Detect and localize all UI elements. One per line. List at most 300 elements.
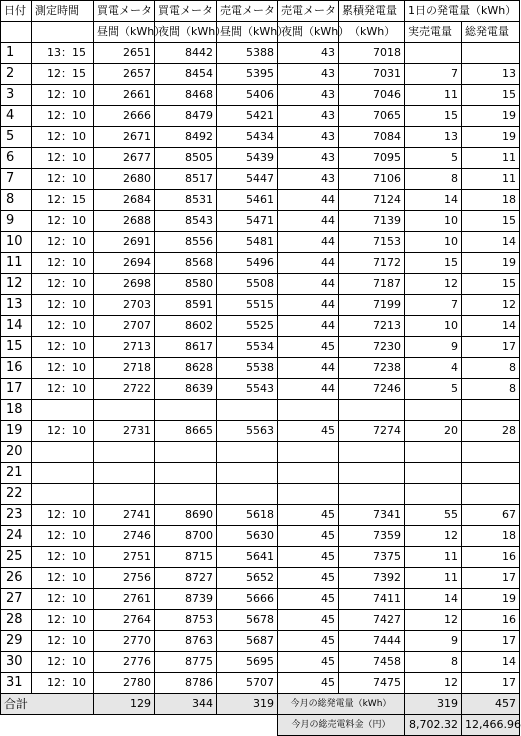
cell-buy-night (155, 442, 217, 463)
cell-sell-day: 5652 (217, 568, 278, 589)
totals-sell-day: 319 (217, 694, 278, 715)
table-row (1, 631, 520, 652)
header-sell-meter-day: 売電メータ (217, 1, 278, 22)
cell-cumulative (339, 400, 405, 421)
table-row (1, 274, 520, 295)
cell-time: 12：15 (32, 190, 94, 211)
cell-sold: 9 (405, 631, 462, 652)
header-sell-day-unit: 昼間（kWh） (217, 22, 278, 43)
cell-total: 67 (462, 505, 520, 526)
cell-sell-day: 5695 (217, 652, 278, 673)
cell-time: 12：10 (32, 148, 94, 169)
cell-time: 12：10 (32, 337, 94, 358)
table-row (1, 169, 520, 190)
header-buy-meter-day: 買電メータ (94, 1, 155, 22)
cell-cumulative: 7411 (339, 589, 405, 610)
cell-sold: 9 (405, 337, 462, 358)
cell-total: 13 (462, 64, 520, 85)
table-row (1, 400, 520, 421)
table-body (1, 1, 520, 736)
cell-total: 18 (462, 526, 520, 547)
cell-day: 19 (1, 421, 32, 442)
cell-buy-day: 2691 (94, 232, 155, 253)
totals-sold: 319 (405, 694, 462, 715)
cell-sell-night: 45 (278, 589, 339, 610)
cell-buy-night: 8517 (155, 169, 217, 190)
cell-cumulative: 7106 (339, 169, 405, 190)
table-row (1, 232, 520, 253)
cell-buy-night: 8505 (155, 148, 217, 169)
cell-sell-night: 44 (278, 316, 339, 337)
cell-sold: 12 (405, 274, 462, 295)
cell-sell-night: 44 (278, 190, 339, 211)
cell-day: 11 (1, 253, 32, 274)
cell-sold: 10 (405, 316, 462, 337)
totals-buy-night: 344 (155, 694, 217, 715)
cell-time: 12：10 (32, 631, 94, 652)
fee-label: 今月の総売電料金（円） (278, 715, 405, 736)
cell-sell-night: 44 (278, 253, 339, 274)
cell-day: 15 (1, 337, 32, 358)
cell-sell-day: 5395 (217, 64, 278, 85)
cell-day: 23 (1, 505, 32, 526)
cell-total: 18 (462, 190, 520, 211)
cell-sell-day: 5515 (217, 295, 278, 316)
totals-buy-day: 129 (94, 694, 155, 715)
cell-sell-night: 44 (278, 274, 339, 295)
cell-sold (405, 43, 462, 64)
cell-cumulative: 7238 (339, 358, 405, 379)
cell-total (462, 463, 520, 484)
cell-total: 19 (462, 106, 520, 127)
cell-sold: 15 (405, 253, 462, 274)
cell-buy-night: 8628 (155, 358, 217, 379)
cell-cumulative: 7095 (339, 148, 405, 169)
cell-sold: 14 (405, 589, 462, 610)
cell-day: 3 (1, 85, 32, 106)
cell-time: 12：10 (32, 253, 94, 274)
cell-buy-night: 8727 (155, 568, 217, 589)
cell-cumulative: 7153 (339, 232, 405, 253)
cell-buy-night: 8665 (155, 421, 217, 442)
cell-time: 12：10 (32, 547, 94, 568)
cell-sell-night: 44 (278, 379, 339, 400)
cell-sold: 12 (405, 526, 462, 547)
cell-day: 8 (1, 190, 32, 211)
cell-cumulative: 7018 (339, 43, 405, 64)
cell-cumulative (339, 463, 405, 484)
cell-sold: 11 (405, 85, 462, 106)
cell-sell-day: 5439 (217, 148, 278, 169)
cell-buy-night: 8639 (155, 379, 217, 400)
totals-label: 合計 (1, 694, 94, 715)
cell-sold: 7 (405, 64, 462, 85)
fee-total: 12,466.96 (462, 715, 520, 736)
cell-sell-day: 5707 (217, 673, 278, 694)
cell-sell-day (217, 484, 278, 505)
cell-buy-night: 8786 (155, 673, 217, 694)
cell-sell-day: 5687 (217, 631, 278, 652)
cell-day: 10 (1, 232, 32, 253)
cell-sell-day: 5508 (217, 274, 278, 295)
cell-buy-day: 2770 (94, 631, 155, 652)
cell-buy-night: 8543 (155, 211, 217, 232)
cell-sold: 11 (405, 568, 462, 589)
cell-cumulative: 7375 (339, 547, 405, 568)
cell-buy-day (94, 442, 155, 463)
cell-buy-day: 2764 (94, 610, 155, 631)
cell-sell-night: 45 (278, 421, 339, 442)
cell-buy-day: 2713 (94, 337, 155, 358)
cell-total: 8 (462, 379, 520, 400)
cell-buy-night: 8454 (155, 64, 217, 85)
cell-sell-day: 5471 (217, 211, 278, 232)
cell-day: 6 (1, 148, 32, 169)
cell-day: 9 (1, 211, 32, 232)
cell-sell-night: 43 (278, 43, 339, 64)
table-row (1, 505, 520, 526)
cell-buy-day: 2688 (94, 211, 155, 232)
cell-sold: 10 (405, 211, 462, 232)
cell-total: 11 (462, 169, 520, 190)
cell-buy-night: 8739 (155, 589, 217, 610)
cell-cumulative: 7213 (339, 316, 405, 337)
cell-total: 17 (462, 568, 520, 589)
cell-cumulative: 7427 (339, 610, 405, 631)
cell-day: 22 (1, 484, 32, 505)
cell-cumulative: 7199 (339, 295, 405, 316)
cell-sell-day: 5666 (217, 589, 278, 610)
cell-total (462, 400, 520, 421)
cell-time: 12：10 (32, 295, 94, 316)
cell-time: 12：10 (32, 421, 94, 442)
cell-buy-day: 2703 (94, 295, 155, 316)
fee-row (1, 715, 520, 736)
cell-day: 31 (1, 673, 32, 694)
table-row (1, 295, 520, 316)
cell-total: 8 (462, 358, 520, 379)
cell-sell-day: 5388 (217, 43, 278, 64)
cell-sell-day: 5563 (217, 421, 278, 442)
header-day: 日付 (1, 1, 32, 22)
cell-sell-day: 5534 (217, 337, 278, 358)
cell-sold: 20 (405, 421, 462, 442)
cell-time: 12：10 (32, 505, 94, 526)
cell-buy-day: 2722 (94, 379, 155, 400)
cell-time: 12：15 (32, 64, 94, 85)
header-cumulative-unit: （kWh） (339, 22, 405, 43)
table-row (1, 106, 520, 127)
cell-buy-day (94, 400, 155, 421)
cell-time: 12：10 (32, 169, 94, 190)
table-row (1, 484, 520, 505)
cell-sell-night: 44 (278, 295, 339, 316)
cell-buy-night: 8700 (155, 526, 217, 547)
cell-day: 16 (1, 358, 32, 379)
cell-sell-night: 45 (278, 631, 339, 652)
cell-buy-day (94, 484, 155, 505)
cell-cumulative: 7065 (339, 106, 405, 127)
header-row-2 (1, 22, 520, 43)
table-row (1, 148, 520, 169)
cell-sell-day: 5678 (217, 610, 278, 631)
fee-row-blank (1, 715, 278, 736)
cell-time: 12：10 (32, 589, 94, 610)
cell-day: 28 (1, 610, 32, 631)
header-total: 総発電量 (462, 22, 520, 43)
cell-buy-day: 2751 (94, 547, 155, 568)
cell-total: 12 (462, 295, 520, 316)
table-row (1, 43, 520, 64)
cell-sell-day: 5543 (217, 379, 278, 400)
table-row (1, 589, 520, 610)
cell-sell-day: 5481 (217, 232, 278, 253)
totals-generation-label: 今月の総発電量（kWh） (278, 694, 405, 715)
table-row (1, 190, 520, 211)
cell-sell-night: 43 (278, 169, 339, 190)
header-buy-meter-night: 買電メータ (155, 1, 217, 22)
cell-day: 21 (1, 463, 32, 484)
cell-day: 24 (1, 526, 32, 547)
cell-cumulative (339, 484, 405, 505)
cell-day: 18 (1, 400, 32, 421)
header-cumulative: 累積発電量 (339, 1, 405, 22)
cell-sell-night: 44 (278, 232, 339, 253)
cell-buy-night: 8468 (155, 85, 217, 106)
cell-buy-day: 2731 (94, 421, 155, 442)
cell-time: 12：10 (32, 673, 94, 694)
cell-total: 17 (462, 337, 520, 358)
cell-time: 12：10 (32, 127, 94, 148)
cell-buy-night (155, 463, 217, 484)
table-row (1, 463, 520, 484)
cell-sell-day (217, 400, 278, 421)
cell-sold: 4 (405, 358, 462, 379)
cell-day: 26 (1, 568, 32, 589)
cell-time: 12：10 (32, 610, 94, 631)
cell-buy-day: 2694 (94, 253, 155, 274)
table-row (1, 421, 520, 442)
cell-buy-night: 8763 (155, 631, 217, 652)
cell-buy-day: 2661 (94, 85, 155, 106)
table-row (1, 253, 520, 274)
cell-total: 17 (462, 673, 520, 694)
cell-buy-day: 2761 (94, 589, 155, 610)
cell-sell-night: 45 (278, 526, 339, 547)
table-row (1, 85, 520, 106)
cell-buy-day: 2707 (94, 316, 155, 337)
cell-buy-day: 2680 (94, 169, 155, 190)
cell-time: 12：10 (32, 211, 94, 232)
cell-sell-day: 5538 (217, 358, 278, 379)
cell-buy-night: 8753 (155, 610, 217, 631)
table-row (1, 127, 520, 148)
cell-sell-night (278, 442, 339, 463)
cell-buy-day: 2666 (94, 106, 155, 127)
cell-sell-day: 5461 (217, 190, 278, 211)
cell-buy-day: 2684 (94, 190, 155, 211)
cell-sell-night: 44 (278, 358, 339, 379)
cell-buy-day: 2698 (94, 274, 155, 295)
cell-cumulative: 7230 (339, 337, 405, 358)
cell-buy-night: 8556 (155, 232, 217, 253)
cell-sell-day: 5421 (217, 106, 278, 127)
cell-sold: 13 (405, 127, 462, 148)
cell-cumulative: 7084 (339, 127, 405, 148)
cell-sell-night: 45 (278, 337, 339, 358)
cell-time: 12：10 (32, 652, 94, 673)
cell-sold: 12 (405, 610, 462, 631)
header-buy-day-unit: 昼間（kWh） (94, 22, 155, 43)
cell-total: 28 (462, 421, 520, 442)
cell-day: 2 (1, 64, 32, 85)
cell-total: 11 (462, 148, 520, 169)
cell-sell-night: 45 (278, 610, 339, 631)
cell-time: 12：10 (32, 85, 94, 106)
cell-cumulative: 7172 (339, 253, 405, 274)
cell-time: 12：10 (32, 568, 94, 589)
table-row (1, 673, 520, 694)
table-row (1, 379, 520, 400)
cell-sold: 15 (405, 106, 462, 127)
cell-sell-night (278, 463, 339, 484)
cell-day: 1 (1, 43, 32, 64)
cell-buy-night: 8715 (155, 547, 217, 568)
table-row (1, 316, 520, 337)
cell-buy-day: 2651 (94, 43, 155, 64)
cell-day: 14 (1, 316, 32, 337)
cell-sell-night: 43 (278, 127, 339, 148)
cell-buy-night (155, 400, 217, 421)
cell-total: 19 (462, 589, 520, 610)
table-row (1, 610, 520, 631)
cell-sell-day: 5496 (217, 253, 278, 274)
cell-sold (405, 463, 462, 484)
cell-time: 12：10 (32, 379, 94, 400)
cell-total: 15 (462, 85, 520, 106)
cell-sell-day: 5406 (217, 85, 278, 106)
cell-cumulative: 7124 (339, 190, 405, 211)
cell-sold: 8 (405, 169, 462, 190)
cell-sell-night: 45 (278, 652, 339, 673)
cell-day: 20 (1, 442, 32, 463)
header-day-sub (1, 22, 32, 43)
cell-time (32, 463, 94, 484)
cell-sell-day: 5641 (217, 547, 278, 568)
cell-time: 12：10 (32, 106, 94, 127)
cell-buy-night: 8492 (155, 127, 217, 148)
cell-day: 29 (1, 631, 32, 652)
cell-day: 13 (1, 295, 32, 316)
cell-day: 25 (1, 547, 32, 568)
cell-buy-night: 8568 (155, 253, 217, 274)
cell-cumulative: 7046 (339, 85, 405, 106)
cell-total (462, 442, 520, 463)
table-row (1, 211, 520, 232)
cell-buy-night: 8591 (155, 295, 217, 316)
cell-buy-night: 8479 (155, 106, 217, 127)
table-row (1, 526, 520, 547)
cell-total: 14 (462, 232, 520, 253)
cell-time: 12：10 (32, 274, 94, 295)
table-row (1, 568, 520, 589)
cell-sell-night: 43 (278, 106, 339, 127)
cell-buy-day: 2671 (94, 127, 155, 148)
cell-day: 30 (1, 652, 32, 673)
totals-row (1, 694, 520, 715)
cell-total: 19 (462, 253, 520, 274)
cell-buy-night: 8617 (155, 337, 217, 358)
cell-sell-day (217, 463, 278, 484)
cell-sell-day (217, 442, 278, 463)
cell-sell-night: 43 (278, 148, 339, 169)
cell-time: 13：15 (32, 43, 94, 64)
cell-sell-day: 5630 (217, 526, 278, 547)
cell-buy-night (155, 484, 217, 505)
header-sell-meter-night: 売電メータ (278, 1, 339, 22)
cell-buy-day: 2746 (94, 526, 155, 547)
cell-sell-night: 45 (278, 505, 339, 526)
cell-sold (405, 400, 462, 421)
cell-day: 17 (1, 379, 32, 400)
cell-sell-night: 45 (278, 568, 339, 589)
header-time: 測定時間 (32, 1, 94, 22)
cell-sell-day: 5434 (217, 127, 278, 148)
header-sold: 実売電量 (405, 22, 462, 43)
cell-cumulative: 7458 (339, 652, 405, 673)
cell-time: 12：10 (32, 526, 94, 547)
cell-cumulative: 7359 (339, 526, 405, 547)
cell-sell-night: 43 (278, 85, 339, 106)
table-row (1, 337, 520, 358)
cell-sell-day: 5447 (217, 169, 278, 190)
cell-day: 5 (1, 127, 32, 148)
cell-buy-night: 8690 (155, 505, 217, 526)
cell-time: 12：10 (32, 316, 94, 337)
cell-buy-day: 2780 (94, 673, 155, 694)
cell-sell-night: 45 (278, 673, 339, 694)
cell-buy-day: 2718 (94, 358, 155, 379)
cell-day: 27 (1, 589, 32, 610)
cell-buy-day: 2657 (94, 64, 155, 85)
cell-cumulative: 7187 (339, 274, 405, 295)
cell-total: 14 (462, 652, 520, 673)
cell-sell-day: 5618 (217, 505, 278, 526)
header-sell-night-unit: 夜間（kWh） (278, 22, 339, 43)
totals-total: 457 (462, 694, 520, 715)
cell-total: 17 (462, 631, 520, 652)
cell-day: 12 (1, 274, 32, 295)
cell-sold: 11 (405, 547, 462, 568)
cell-sell-night: 44 (278, 211, 339, 232)
cell-cumulative: 7475 (339, 673, 405, 694)
cell-sold: 7 (405, 295, 462, 316)
cell-sold (405, 484, 462, 505)
header-row-1 (1, 1, 520, 22)
cell-sold: 5 (405, 148, 462, 169)
cell-sold: 8 (405, 652, 462, 673)
cell-total: 16 (462, 610, 520, 631)
header-buy-night-unit: 夜間（kWh） (155, 22, 217, 43)
cell-cumulative: 7341 (339, 505, 405, 526)
cell-buy-day: 2756 (94, 568, 155, 589)
cell-sell-day: 5525 (217, 316, 278, 337)
cell-total: 16 (462, 547, 520, 568)
cell-time (32, 400, 94, 421)
cell-total (462, 484, 520, 505)
cell-sold (405, 442, 462, 463)
cell-time (32, 484, 94, 505)
